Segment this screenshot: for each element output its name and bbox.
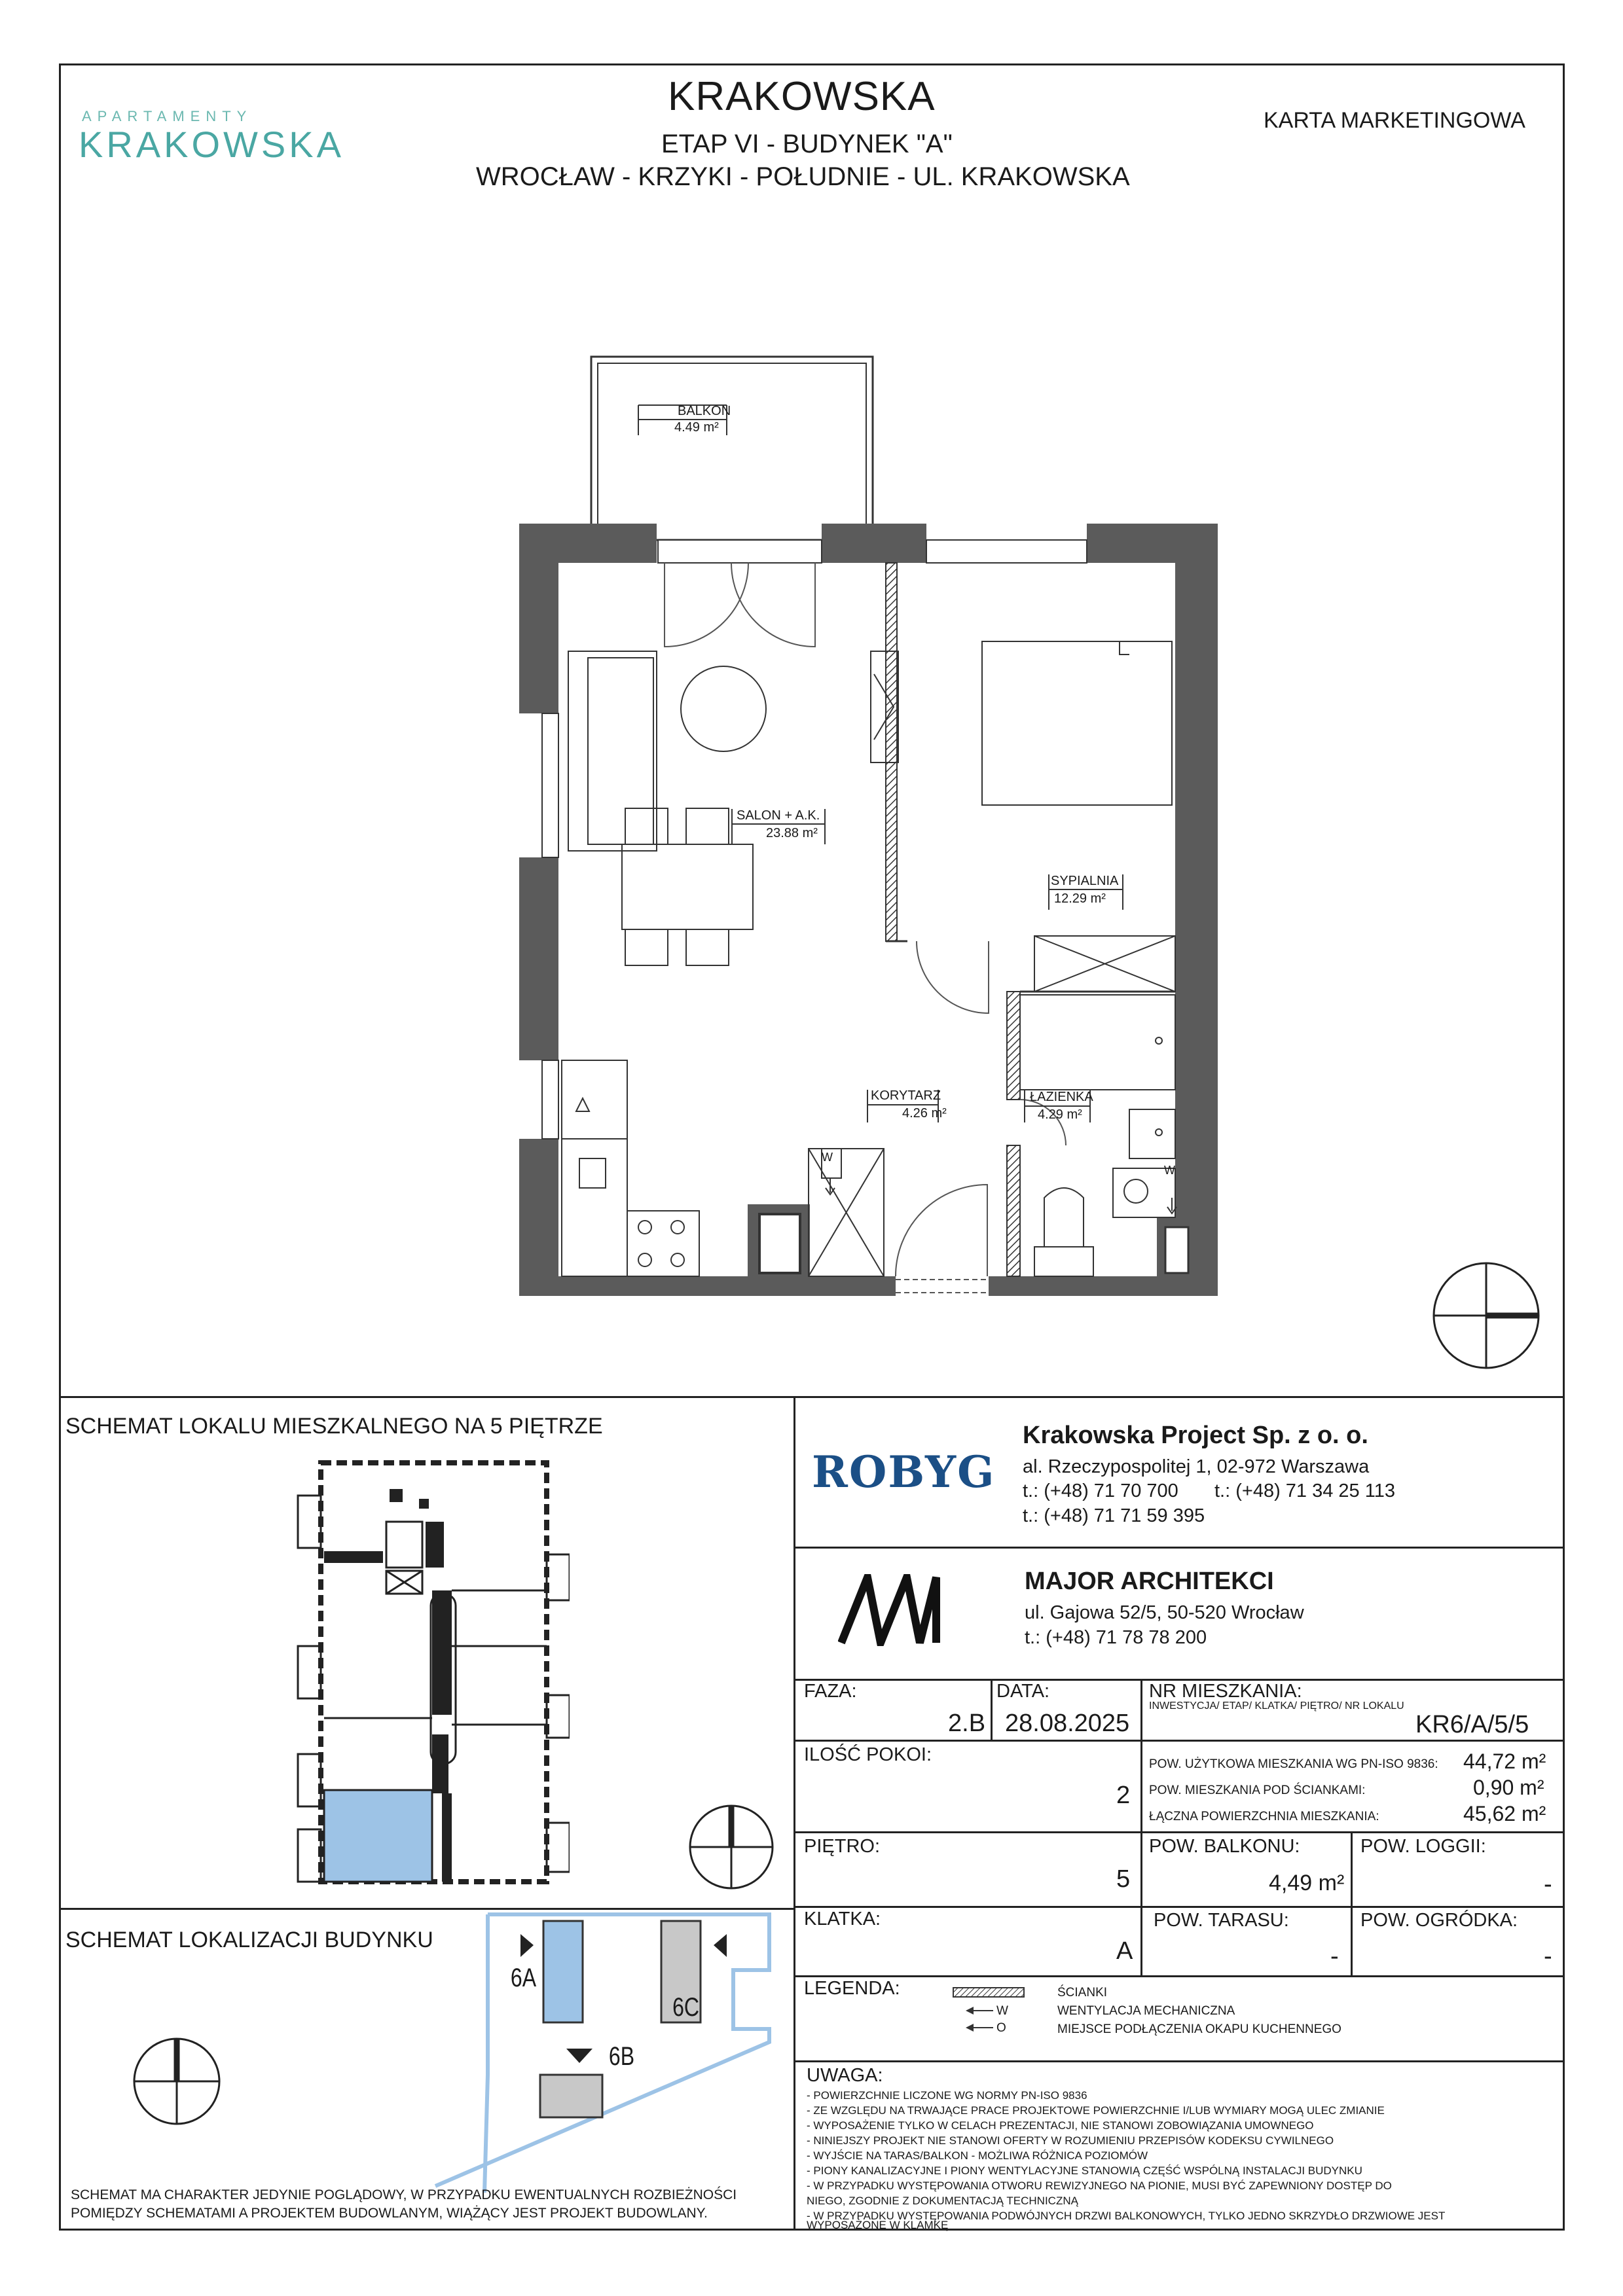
investor-address: al. Rzeczypospolitej 1, 02-972 Warszawa — [1023, 1456, 1370, 1477]
room-area-lazienka: 4.29 m² — [1038, 1107, 1082, 1122]
room-name-sypialnia: SYPIALNIA — [1051, 874, 1119, 888]
divider-schemat — [59, 1908, 793, 1910]
page-subtitle-location: WROCŁAW - KRZYKI - POŁUDNIE - UL. KRAKOWSKA — [476, 162, 1130, 191]
architect-address: ul. Gajowa 52/5, 50-520 Wrocław — [1025, 1602, 1304, 1623]
compass-schema-icon — [687, 1803, 776, 1892]
investor-phone-1: t.: (+48) 71 70 700 — [1023, 1480, 1178, 1501]
floor-plan — [511, 347, 1218, 1296]
laczna-powierzchnia-value: 45,62 m² — [1463, 1802, 1546, 1825]
pow-pod-sciankami-value: 0,90 m² — [1473, 1776, 1544, 1799]
divider-col-loggia — [1351, 1831, 1353, 1975]
disclaimer-line1: SCHEMAT MA CHARAKTER JEDYNIE POGLĄDOWY, W PRZYPADKU EWENTUALNYCH ROZBIEŻNOŚCI — [71, 2187, 737, 2202]
room-name-lazienka: ŁAZIENKA — [1030, 1090, 1093, 1104]
faza-value: 2.B — [948, 1710, 986, 1737]
divider-info-left — [793, 1396, 795, 2231]
page-subtitle-stage: ETAP VI - BUDYNEK "A" — [661, 130, 953, 158]
divider-col-faza — [991, 1679, 993, 1740]
toilet — [1034, 1247, 1093, 1276]
sink — [1129, 1109, 1175, 1158]
legenda-item-scianki: ŚCIANKI — [1057, 1986, 1108, 2000]
hood-arrow-icon — [964, 2021, 993, 2034]
balcony-outline — [591, 357, 873, 540]
pow-loggii-value: - — [1544, 1871, 1552, 1898]
divider-row3 — [793, 1906, 1565, 1908]
nr-mieszkania-label: NR MIESZKANIA: — [1149, 1681, 1302, 1702]
schemat-lokalu-title: SCHEMAT LOKALU MIESZKALNEGO NA 5 PIĘTRZE — [65, 1414, 603, 1439]
room-name-korytarz: KORYTARZ — [871, 1088, 941, 1103]
pietro-value: 5 — [1116, 1865, 1131, 1893]
architect-phone: t.: (+48) 71 78 78 200 — [1025, 1627, 1207, 1648]
data-label: DATA: — [996, 1681, 1050, 1702]
uwaga-line-9: - W PRZYPADKU WYSTĘPOWANIA PODWÓJNYCH DRZWI BALKONOWYCH, TYLKO JEDNO SKRZYDŁO DRZWIOWE JEST — [807, 2210, 1446, 2222]
pow-loggii-label: POW. LOGGII: — [1360, 1836, 1486, 1857]
pow-pod-sciankami-label: POW. MIESZKANIA POD ŚCIANKAMI: — [1149, 1784, 1366, 1797]
legenda-sym-w: W — [996, 2004, 1008, 2018]
divider-row1 — [793, 1740, 1565, 1742]
coffee-table — [681, 666, 766, 751]
uwaga-line-2: - ZE WZGLĘDU NA TRWAJĄCE PRACE PROJEKTOWE POWIERZCHNIE I/LUB WYMIARY MOGĄ ULEC ZMIANIE — [807, 2104, 1385, 2117]
room-area-sypialnia: 12.29 m² — [1054, 891, 1106, 906]
investor-phone-3: t.: (+48) 71 71 59 395 — [1023, 1505, 1205, 1526]
ilosc-pokoi-value: 2 — [1116, 1782, 1131, 1809]
divider-row5 — [793, 2060, 1565, 2062]
pow-ogrodka-label: POW. OGRÓDKA: — [1360, 1910, 1518, 1931]
site-label-6a: 6A — [510, 1964, 537, 1992]
dining-table — [622, 844, 753, 929]
pow-tarasu-label: POW. TARASU: — [1154, 1910, 1289, 1931]
klatka-value: A — [1116, 1937, 1133, 1965]
site-label-6c: 6C — [672, 1993, 700, 2022]
uwaga-line-7: - W PRZYPADKU WYSTĘPOWANIA OTWORU REWIZYJNEGO NA PIONIE, MUSI BYĆ ZAPEWNIONY DOSTĘP DO — [807, 2179, 1392, 2192]
site-label-6b: 6B — [608, 2042, 635, 2071]
uwaga-line-4: - NINIEJSZY PROJEKT NIE STANOWI OFERTY W ROZUMIENIU PRZEPISÓW KODEKSU CYWILNEGO — [807, 2134, 1334, 2147]
logo-main-text: KRAKOWSKA — [79, 124, 344, 165]
logo-top-text: APARTAMENTY — [82, 108, 253, 124]
robyg-logo: ROBYG — [812, 1446, 996, 1498]
legenda-label: LEGENDA: — [804, 1978, 900, 1999]
klatka-label: KLATKA: — [804, 1909, 881, 1929]
bathtub — [1020, 995, 1175, 1090]
uwaga-line-3: - WYPOSAŻENIE TYLKO W CELACH PREZENTACJI, NIE STANOWI ZOBOWIĄZANIA UMOWNEGO — [807, 2119, 1314, 2132]
investor-phone-2: t.: (+48) 71 34 25 113 — [1214, 1480, 1395, 1501]
pow-ogrodka-value: - — [1544, 1943, 1552, 1970]
divider-investor — [793, 1547, 1565, 1549]
divider-row2 — [793, 1831, 1565, 1833]
investor-name: Krakowska Project Sp. z o. o. — [1023, 1422, 1368, 1449]
pow-tarasu-value: - — [1330, 1943, 1339, 1970]
page-title: KRAKOWSKA — [668, 74, 936, 119]
uwaga-line-10: WYPOSAŻONE W KLAMKĘ — [807, 2219, 949, 2231]
pow-balkonu-value: 4,49 m² — [1269, 1871, 1345, 1895]
legenda-item-okap: MIEJSCE PODŁĄCZENIA OKAPU KUCHENNEGO — [1057, 2022, 1341, 2036]
uwaga-line-1: - POWIERZCHNIE LICZONE WG NORMY PN-ISO 9836 — [807, 2089, 1087, 2102]
wall-hatch-symbol-icon — [953, 1987, 1025, 1998]
pow-balkonu-label: POW. BALKONU: — [1149, 1836, 1300, 1857]
room-name-balkon: BALKON — [678, 404, 731, 418]
uwaga-line-6: - PIONY KANALIZACYJNE I PIONY WENTYLACYJNE STANOWIĄ CZĘŚĆ WSPÓLNĄ INSTALACJI BUDYNKU — [807, 2164, 1362, 2177]
ventilation-arrow-icon — [964, 2004, 993, 2017]
partition-wall — [886, 563, 897, 941]
room-area-balkon: 4.49 m² — [674, 420, 719, 435]
major-architekci-logo-icon — [838, 1574, 949, 1646]
room-area-korytarz: 4.26 m² — [902, 1106, 947, 1121]
faza-label: FAZA: — [804, 1681, 857, 1702]
room-area-salon: 23.88 m² — [766, 826, 818, 840]
bed — [982, 641, 1172, 805]
site-schema — [419, 1911, 786, 2193]
pow-uzytkowa-label: POW. UŻYTKOWA MIESZKANIA WG PN-ISO 9836: — [1149, 1757, 1438, 1771]
vent-mark-bathroom: W — [1164, 1164, 1175, 1177]
divider-row4 — [793, 1975, 1565, 1977]
disclaimer-line2: POMIĘDZY SCHEMATAMI A PROJEKTEM BUDOWLANYM, WIĄŻĄCY JEST PROJEKT BUDOWLANY. — [71, 2206, 708, 2221]
legenda-sym-o: O — [996, 2021, 1006, 2035]
compass-site-icon — [131, 2036, 223, 2127]
vent-mark-kitchen: W — [822, 1151, 833, 1164]
nr-mieszkania-value: KR6/A/5/5 — [1415, 1711, 1529, 1738]
legenda-item-wentylacja: WENTYLACJA MECHANICZNA — [1057, 2004, 1235, 2018]
architect-name: MAJOR ARCHITEKCI — [1025, 1568, 1274, 1595]
data-value: 28.08.2025 — [1005, 1710, 1130, 1737]
uwaga-line-8: NIEGO, ZGODNIE Z DOKUMENTACJĄ TECHNICZNĄ — [807, 2195, 1078, 2207]
compass-icon — [1431, 1260, 1542, 1371]
card-label: KARTA MARKETINGOWA — [1264, 108, 1525, 133]
uwaga-label: UWAGA: — [807, 2065, 883, 2086]
divider-plan-bottom — [59, 1396, 1565, 1398]
floor-schema — [295, 1460, 570, 1892]
ilosc-pokoi-label: ILOŚĆ POKOI: — [804, 1744, 932, 1765]
sofa — [568, 651, 657, 851]
uwaga-line-5: - WYJŚCIE NA TARAS/BALKON - MOŻLIWA RÓŻNICA POZIOMÓW — [807, 2149, 1148, 2162]
pow-uzytkowa-value: 44,72 m² — [1463, 1749, 1546, 1773]
schemat-budynku-title: SCHEMAT LOKALIZACJI BUDYNKU — [65, 1928, 433, 1952]
divider-col-data — [1140, 1679, 1142, 1975]
room-name-salon: SALON + A.K. — [737, 808, 820, 823]
laczna-powierzchnia-label: ŁĄCZNA POWIERZCHNIA MIESZKANIA: — [1149, 1810, 1379, 1823]
nr-mieszkania-sublabel: INWESTYCJA/ ETAP/ KLATKA/ PIĘTRO/ NR LOKALU — [1149, 1700, 1404, 1712]
pietro-label: PIĘTRO: — [804, 1836, 881, 1857]
